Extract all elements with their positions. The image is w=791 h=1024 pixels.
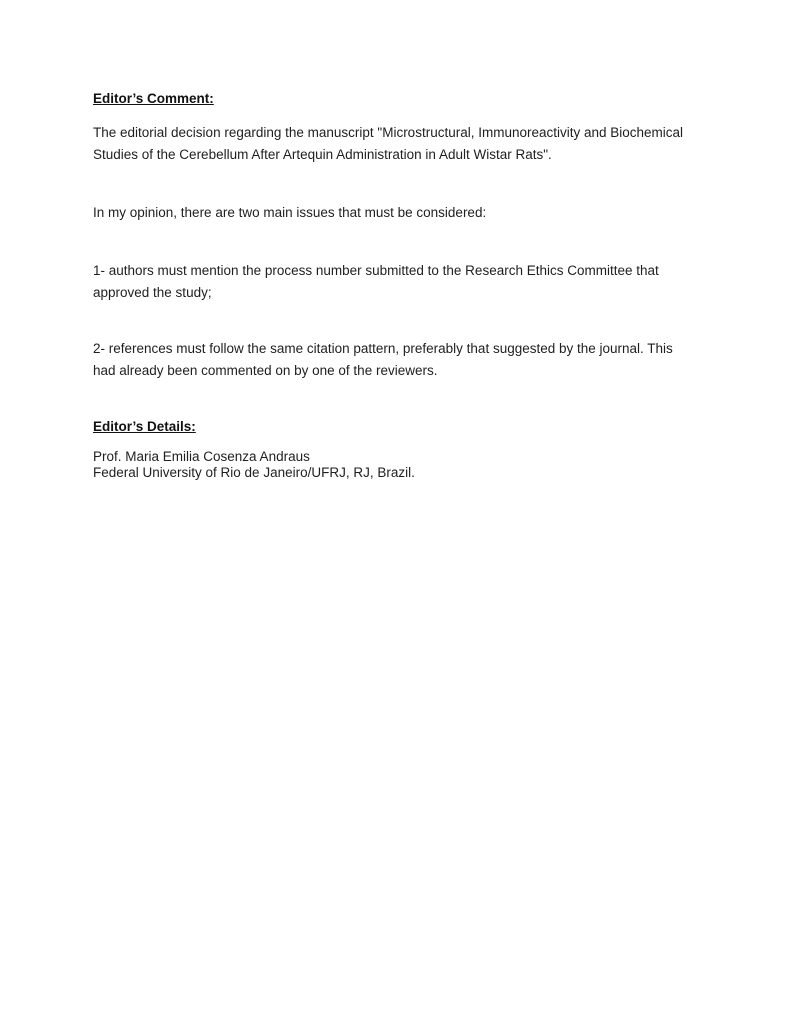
- issue-2-paragraph: 2- references must follow the same citation pattern, preferably that suggested by the journal. This had already been commented on by one of the reviewers.: [93, 341, 673, 378]
- spacer: [93, 110, 697, 122]
- document-content: [93, 88, 697, 480]
- spacer: [93, 438, 697, 449]
- editor-affiliation: Federal University of Rio de Janeiro/UFRJ, RJ, Brazil.: [93, 464, 415, 480]
- spacer: [93, 382, 697, 416]
- editors-comment-heading: Editor’s Comment:: [93, 91, 214, 106]
- spacer: [93, 224, 697, 260]
- editorial-decision-paragraph: The editorial decision regarding the manuscript "Microstructural, Immunoreactivity and Biochemical Studies of the Cerebellum After Artequin Administration in Adult Wistar Rats".: [93, 125, 684, 162]
- editors-details-heading: Editor’s Details:: [93, 419, 196, 434]
- opinion-paragraph: In my opinion, there are two main issues that must be considered:: [93, 205, 487, 220]
- spacer: [93, 304, 697, 338]
- issue-1-paragraph: 1- authors must mention the process number submitted to the Research Ethics Committee that approved the study;: [93, 263, 659, 300]
- editor-name: Prof. Maria Emilia Cosenza Andraus: [93, 449, 310, 464]
- spacer: [93, 166, 697, 202]
